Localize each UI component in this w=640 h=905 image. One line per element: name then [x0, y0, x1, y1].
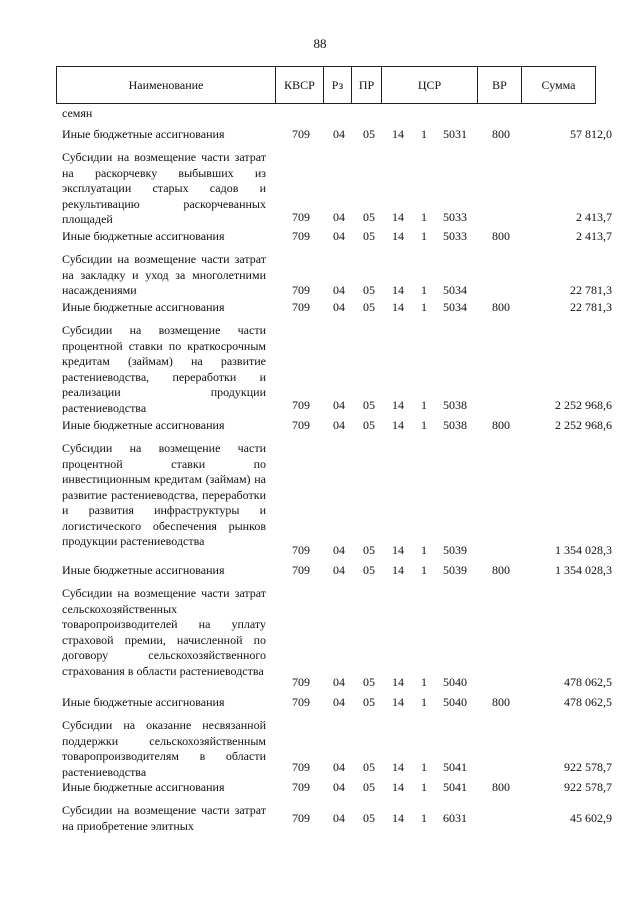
- row-c2: 1: [421, 780, 427, 794]
- row-name: Иные бюджетные ассигнования: [62, 300, 225, 314]
- row-kvsr: 709: [292, 210, 310, 224]
- row-pr: 05: [363, 695, 375, 709]
- row-sum: 1 354 028,3: [555, 563, 612, 577]
- row-c1: 14: [392, 675, 404, 689]
- row-c3: 5034: [443, 300, 467, 314]
- row-c1: 14: [392, 811, 404, 825]
- row-c1: 14: [392, 760, 404, 774]
- row-c1: 14: [392, 127, 404, 141]
- page-number: 88: [313, 36, 327, 51]
- row-pr: 05: [363, 283, 375, 297]
- row-c3: 5033: [443, 229, 467, 243]
- row-c1: 14: [392, 418, 404, 432]
- row-c3: 5041: [443, 780, 467, 794]
- row-c3: 5041: [443, 760, 467, 774]
- row-c1: 14: [392, 229, 404, 243]
- row-name: Иные бюджетные ассигнования: [62, 418, 225, 432]
- row-name: Субсидии на возмещение части затрат на раскорчевку выбывших из эксплуатации старых садов и рекультивацию раскорчеванных площадей: [62, 150, 266, 226]
- row-name: Иные бюджетные ассигнования: [62, 563, 225, 577]
- row-pr: 05: [363, 543, 375, 557]
- row-kvsr: 709: [292, 695, 310, 709]
- row-c2: 1: [421, 695, 427, 709]
- header-vr: ВР: [477, 67, 521, 103]
- row-vr: 800: [492, 300, 510, 314]
- row-sum: 2 252 968,6: [555, 398, 612, 412]
- row-c1: 14: [392, 780, 404, 794]
- row-c2: 1: [421, 563, 427, 577]
- row-sum: 2 252 968,6: [555, 418, 612, 432]
- row-c2: 1: [421, 300, 427, 314]
- row-pr: 05: [363, 418, 375, 432]
- row-vr: 800: [492, 695, 510, 709]
- row-vr: 800: [492, 127, 510, 141]
- row-vr: 800: [492, 229, 510, 243]
- header-csr: ЦСР: [381, 67, 477, 103]
- row-pr: 05: [363, 811, 375, 825]
- carried-over-text: семян: [62, 106, 93, 120]
- row-c1: 14: [392, 695, 404, 709]
- table-header: [56, 66, 596, 104]
- row-rz: 04: [333, 210, 345, 224]
- row-kvsr: 709: [292, 398, 310, 412]
- row-name: Субсидии на оказание несвязанной поддержки сельскохозяйственным товаропроизводителям в области растениеводства: [62, 718, 266, 779]
- row-c2: 1: [421, 127, 427, 141]
- row-c1: 14: [392, 210, 404, 224]
- row-c3: 5040: [443, 675, 467, 689]
- row-pr: 05: [363, 127, 375, 141]
- row-rz: 04: [333, 563, 345, 577]
- row-c2: 1: [421, 398, 427, 412]
- row-rz: 04: [333, 398, 345, 412]
- row-pr: 05: [363, 300, 375, 314]
- row-c2: 1: [421, 229, 427, 243]
- row-name: Субсидии на возмещение части процентной ставки по инвестиционным кредитам (займам) на развитие растениеводства, переработки и развития инфраструктуры и логистического обеспечения рынков продукции растениеводства: [62, 441, 266, 548]
- row-sum: 57 812,0: [570, 127, 612, 141]
- row-kvsr: 709: [292, 811, 310, 825]
- row-rz: 04: [333, 695, 345, 709]
- row-c2: 1: [421, 543, 427, 557]
- row-c1: 14: [392, 283, 404, 297]
- row-pr: 05: [363, 398, 375, 412]
- row-sum: 45 602,9: [570, 811, 612, 825]
- row-kvsr: 709: [292, 418, 310, 432]
- row-c3: 5040: [443, 695, 467, 709]
- row-rz: 04: [333, 229, 345, 243]
- header-name: Наименование: [128, 78, 204, 92]
- row-rz: 04: [333, 418, 345, 432]
- row-name: Субсидии на возмещение части процентной ставки по краткосрочным кредитам (займам) на развитие растениеводства, переработки и реализации продукции растениеводства: [62, 323, 266, 415]
- row-c3: 5031: [443, 127, 467, 141]
- row-name: Субсидии на возмещение части затрат на закладку и уход за многолетними насаждениями: [62, 252, 266, 297]
- row-kvsr: 709: [292, 760, 310, 774]
- row-c2: 1: [421, 283, 427, 297]
- row-rz: 04: [333, 760, 345, 774]
- row-kvsr: 709: [292, 543, 310, 557]
- row-rz: 04: [333, 283, 345, 297]
- row-pr: 05: [363, 210, 375, 224]
- row-vr: 800: [492, 563, 510, 577]
- header-rz: Рз: [323, 67, 351, 103]
- row-c2: 1: [421, 811, 427, 825]
- row-c2: 1: [421, 210, 427, 224]
- row-name: Иные бюджетные ассигнования: [62, 127, 225, 141]
- row-rz: 04: [333, 780, 345, 794]
- row-sum: 922 578,7: [564, 760, 612, 774]
- row-kvsr: 709: [292, 780, 310, 794]
- row-name: Иные бюджетные ассигнования: [62, 229, 225, 243]
- row-rz: 04: [333, 543, 345, 557]
- row-kvsr: 709: [292, 300, 310, 314]
- row-c1: 14: [392, 563, 404, 577]
- row-c2: 1: [421, 760, 427, 774]
- row-c3: 5034: [443, 283, 467, 297]
- row-c3: 6031: [443, 811, 467, 825]
- header-sum: Сумма: [521, 67, 595, 103]
- row-name: Иные бюджетные ассигнования: [62, 695, 225, 709]
- row-c2: 1: [421, 675, 427, 689]
- row-kvsr: 709: [292, 675, 310, 689]
- header-pr: ПР: [351, 67, 381, 103]
- row-pr: 05: [363, 563, 375, 577]
- row-c3: 5039: [443, 543, 467, 557]
- row-sum: 22 781,3: [570, 300, 612, 314]
- row-c1: 14: [392, 543, 404, 557]
- row-c1: 14: [392, 398, 404, 412]
- row-pr: 05: [363, 780, 375, 794]
- row-sum: 2 413,7: [576, 229, 612, 243]
- row-name: Иные бюджетные ассигнования: [62, 780, 225, 794]
- row-name: Субсидии на возмещение части затрат сельскохозяйственных товаропроизводителей на уплату страховой премии, начисленной по договору сельскохозяйственного страхования в области растениеводства: [62, 586, 266, 678]
- row-rz: 04: [333, 675, 345, 689]
- row-kvsr: 709: [292, 283, 310, 297]
- row-pr: 05: [363, 760, 375, 774]
- row-rz: 04: [333, 811, 345, 825]
- row-c1: 14: [392, 300, 404, 314]
- row-c3: 5038: [443, 398, 467, 412]
- row-sum: 478 062,5: [564, 695, 612, 709]
- header-kvsr: КВСР: [275, 67, 323, 103]
- row-rz: 04: [333, 127, 345, 141]
- row-sum: 922 578,7: [564, 780, 612, 794]
- row-vr: 800: [492, 418, 510, 432]
- row-kvsr: 709: [292, 229, 310, 243]
- row-c3: 5033: [443, 210, 467, 224]
- row-c3: 5039: [443, 563, 467, 577]
- row-rz: 04: [333, 300, 345, 314]
- row-sum: 22 781,3: [570, 283, 612, 297]
- row-pr: 05: [363, 229, 375, 243]
- row-sum: 1 354 028,3: [555, 543, 612, 557]
- row-kvsr: 709: [292, 563, 310, 577]
- row-c3: 5038: [443, 418, 467, 432]
- row-sum: 2 413,7: [576, 210, 612, 224]
- row-name: Субсидии на возмещение части затрат на приобретение элитных: [62, 803, 266, 833]
- row-pr: 05: [363, 675, 375, 689]
- row-sum: 478 062,5: [564, 675, 612, 689]
- row-kvsr: 709: [292, 127, 310, 141]
- row-c2: 1: [421, 418, 427, 432]
- row-vr: 800: [492, 780, 510, 794]
